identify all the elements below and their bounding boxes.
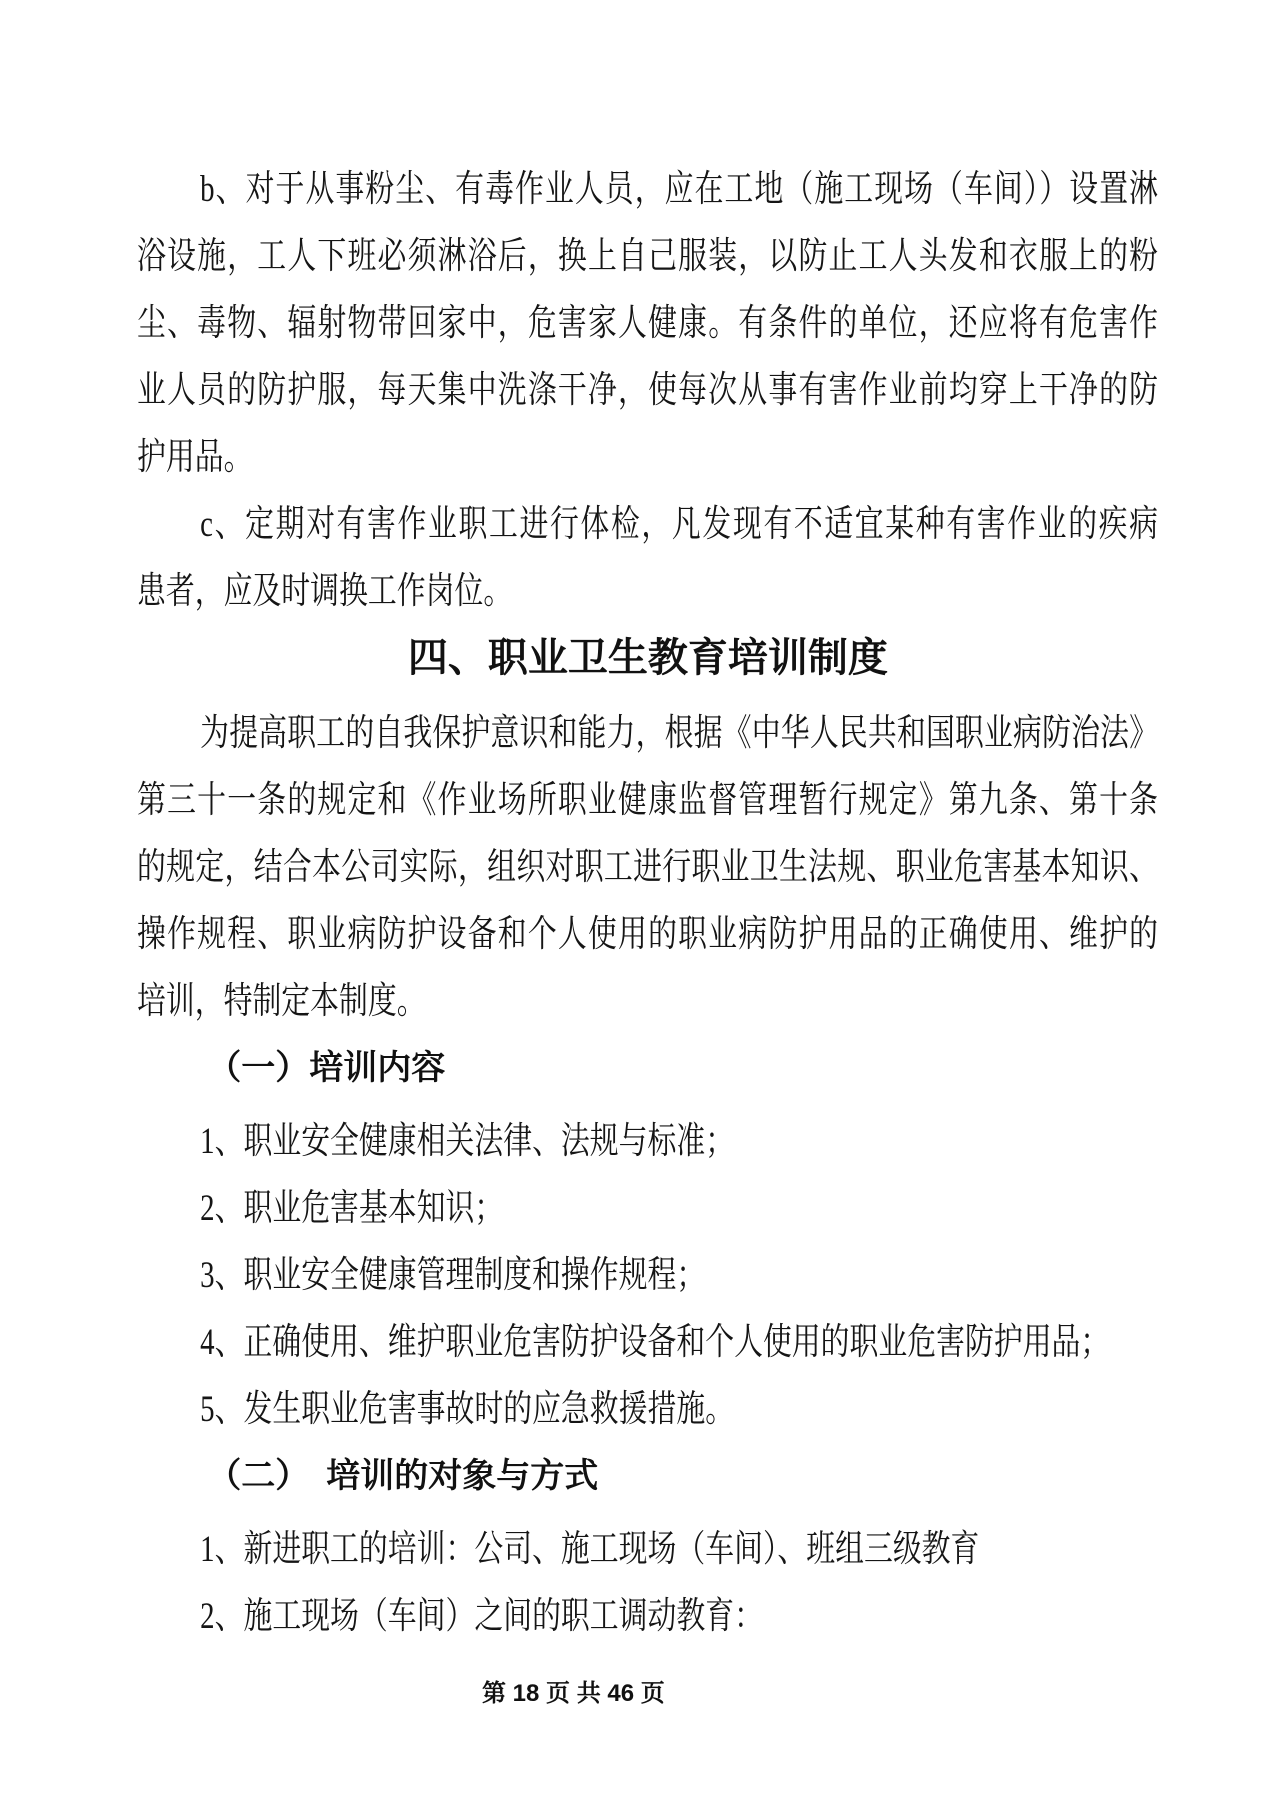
paragraph-line: 培训，特制定本制度。 [137, 981, 426, 1022]
paragraph-line: 尘、毒物、辐射物带回家中，危害家人健康。有条件的单位，还应将有危害作 [137, 303, 1159, 344]
paragraph-b [137, 156, 1158, 491]
paragraph-line: 为提高职工的自我保护意识和能力，根据《中华人民共和国职业病防治法》 [200, 713, 1159, 754]
paragraph-line: 患者，应及时调换工作岗位。 [137, 571, 513, 612]
paragraph-c [137, 491, 1158, 625]
training-target-list [137, 1516, 1158, 1650]
list-item: 2、职业危害基本知识； [200, 1188, 504, 1229]
paragraph-line: 浴设施，工人下班必须淋浴后，换上自己服装，以防止工人头发和衣服上的粉 [137, 236, 1159, 277]
page-footer: 第 18 页 共 46 页 [482, 1680, 665, 1707]
paragraph-intro [137, 700, 1158, 1035]
paragraph-line: 操作规程、职业病防护设备和个人使用的职业病防护用品的正确使用、维护的 [137, 914, 1159, 955]
list-item: 1、职业安全健康相关法律、法规与标准； [200, 1121, 735, 1162]
paragraph-line: 业人员的防护服，每天集中洗涤干净，使每次从事有害作业前均穿上干净的防 [137, 370, 1159, 411]
subsection-2-heading-row [137, 1443, 1158, 1516]
subsection-1-heading-row [137, 1035, 1158, 1108]
list-item: 5、发生职业危害事故时的应急救援措施。 [200, 1389, 735, 1430]
list-item: 4、正确使用、维护职业危害防护设备和个人使用的职业危害防护用品； [200, 1322, 1110, 1363]
section-heading-row [137, 625, 1158, 700]
paragraph-line: 护用品。 [137, 437, 253, 478]
list-item: 3、职业安全健康管理制度和操作规程； [200, 1255, 706, 1296]
paragraph-line: c、定期对有害作业职工进行体检，凡发现有不适宜某种有害作业的疾病 [200, 504, 1159, 545]
document-content [137, 156, 1158, 1650]
section-heading: 四、职业卫生教育培训制度 [407, 636, 888, 680]
list-item: 2、施工现场（车间）之间的职工调动教育： [200, 1596, 763, 1637]
paragraph-line: 第三十一条的规定和《作业场所职业健康监督管理暂行规定》第九条、第十条 [137, 780, 1159, 821]
paragraph-line: b、对于从事粉尘、有毒作业人员，应在工地（施工现场（车间））设置淋 [200, 169, 1159, 210]
list-item: 1、新进职工的培训：公司、施工现场（车间）、班组三级教育 [200, 1529, 980, 1570]
training-content-list [137, 1108, 1158, 1443]
subsection-2-heading: （二） 培训的对象与方式 [207, 1457, 599, 1495]
subsection-1-heading: （一）培训内容 [207, 1049, 446, 1087]
paragraph-line: 的规定，结合本公司实际，组织对职工进行职业卫生法规、职业危害基本知识、 [137, 847, 1159, 888]
